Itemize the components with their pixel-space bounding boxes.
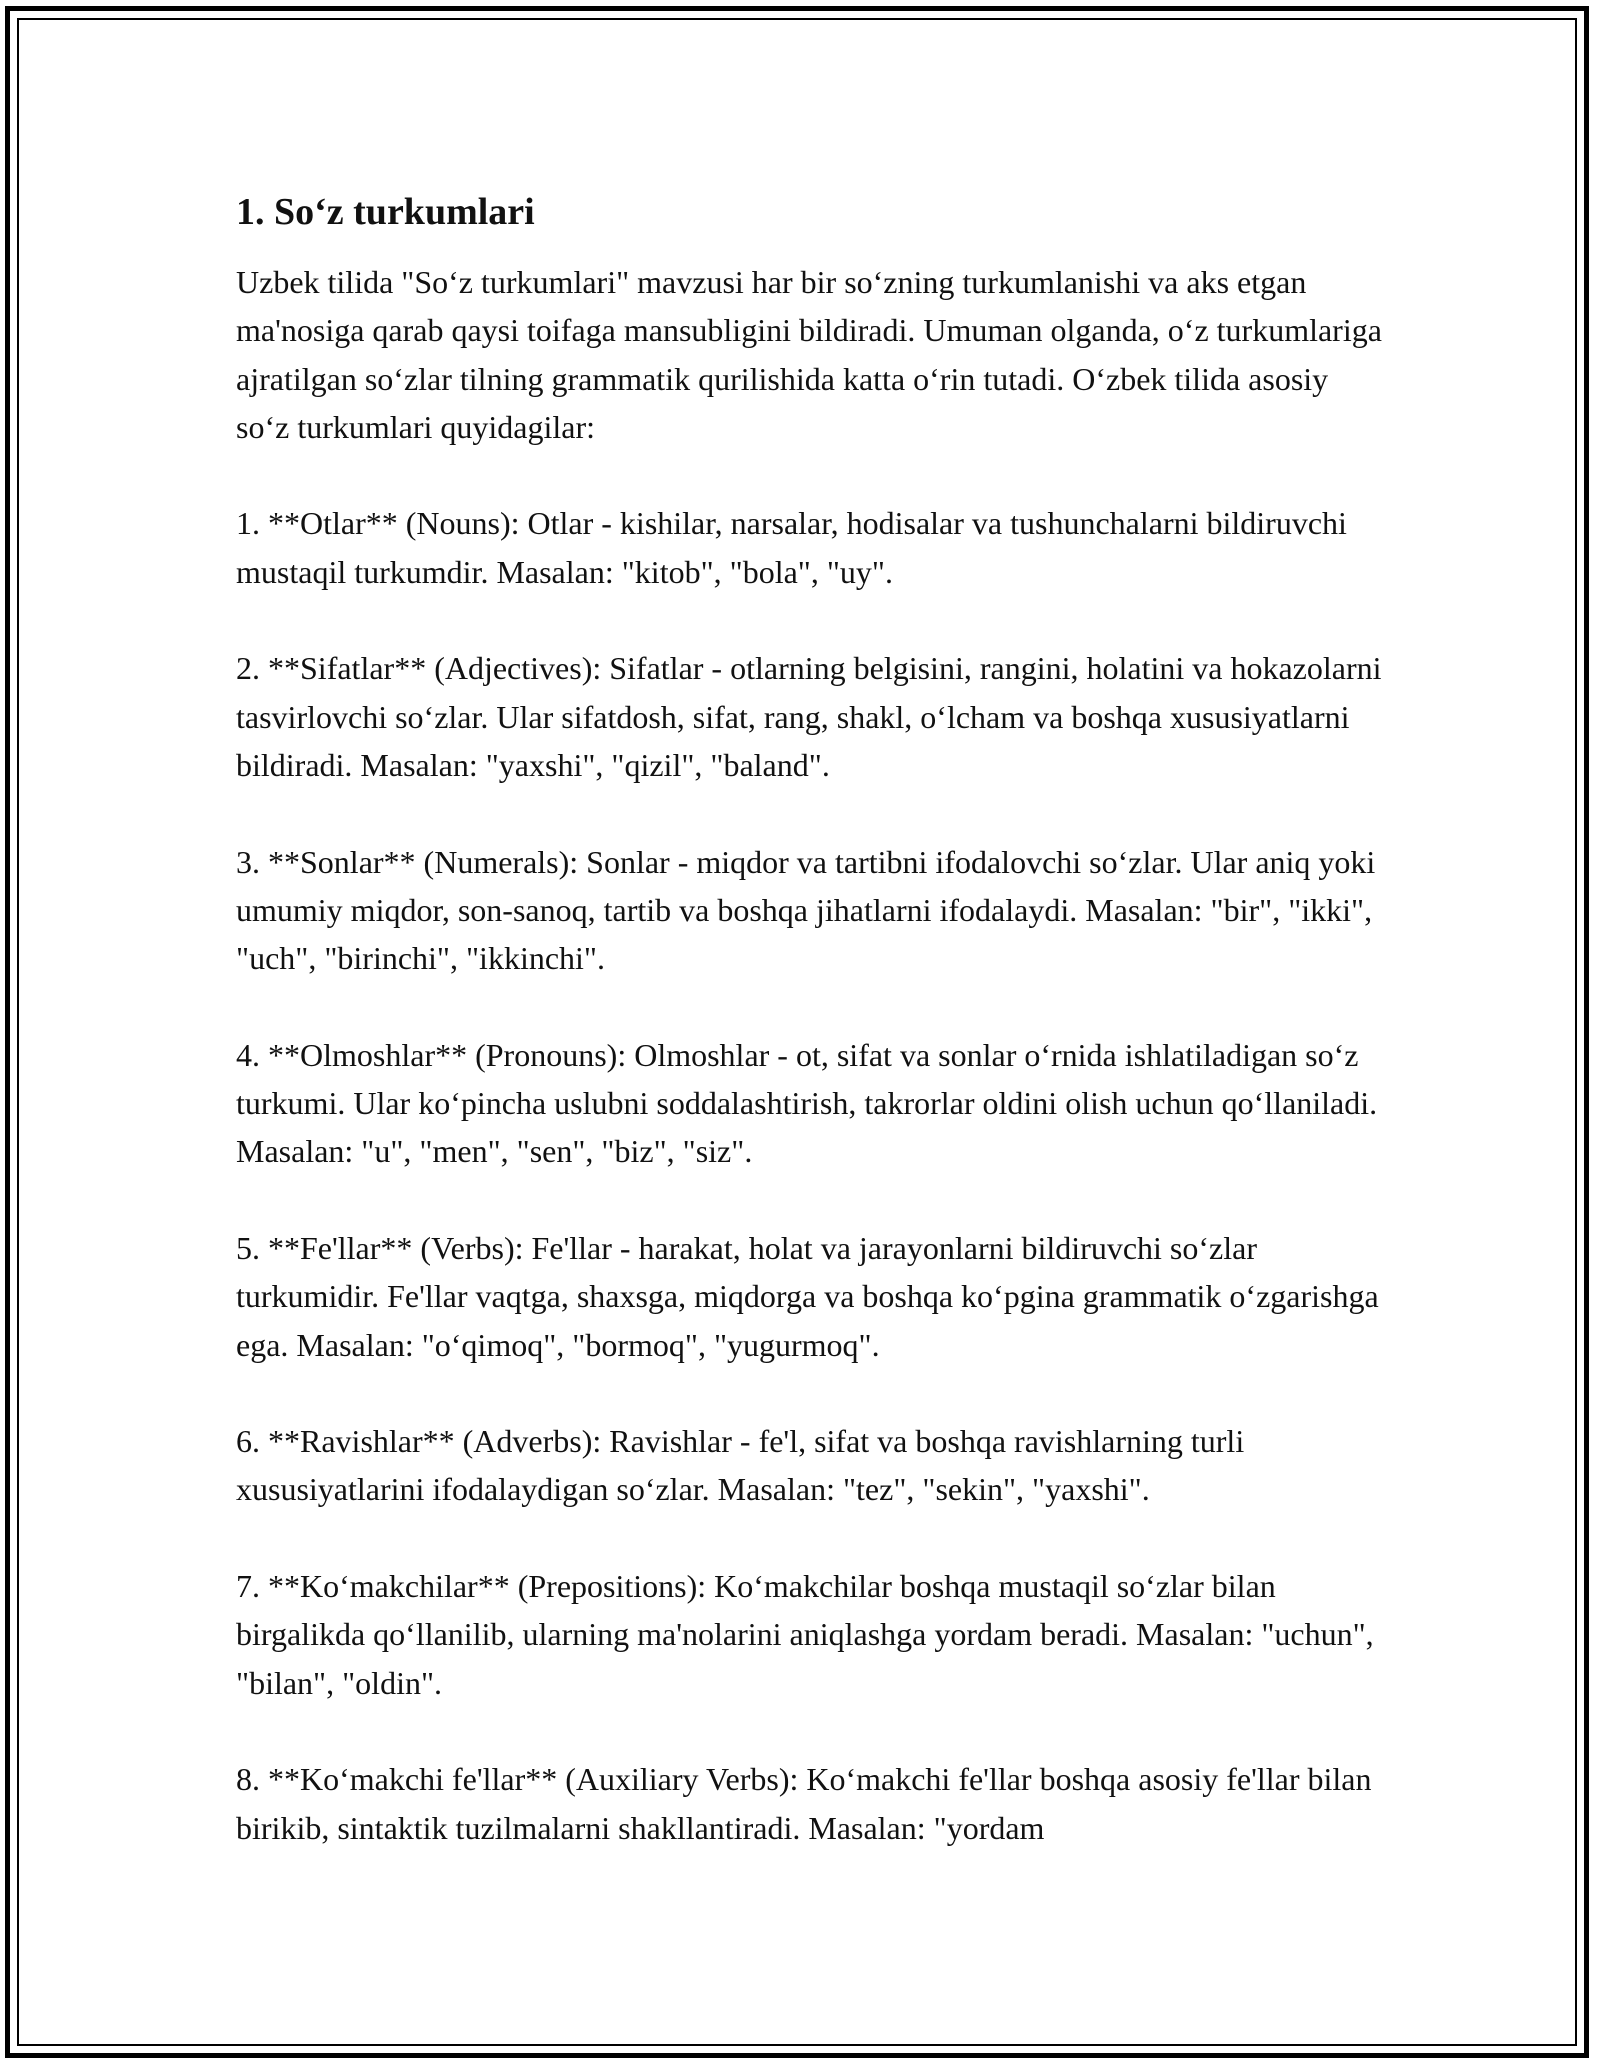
list-item-prepositions: 7. **Ko‘makchilar** (Prepositions): Ko‘makchilar boshqa mustaqil so‘zlar bilan birgalikda qo‘llanilib, ularning ma'nolarini aniqlashga yordam beradi. Masalan: "uchun", "bilan", "oldin".	[236, 1568, 1374, 1701]
list-item-adverbs: 6. **Ravishlar** (Adverbs): Ravishlar - fe'l, sifat va boshqa ravishlarning turli xususiyatlarini ifodalaydigan so‘zlar. Masalan: "tez", "sekin", "yaxshi".	[236, 1423, 1245, 1508]
document-body	[236, 188, 1386, 1900]
intro-paragraph: Uzbek tilida "So‘z turkumlari" mavzusi har bir so‘zning turkumlanishi va aks etgan ma'nosiga qarab qaysi toifaga mansubligini bildiradi. Umuman olganda, o‘z turkumlariga ajratilgan so‘zlar tilning grammatik qurilishida katta o‘rin tutadi. O‘zbek tilida asosiy so‘z turkumlari quyidagilar:	[236, 264, 1382, 445]
list-item-nouns: 1. **Otlar** (Nouns): Otlar - kishilar, narsalar, hodisalar va tushunchalarni bildiruvchi mustaqil turkumdir. Masalan: "kitob", "bola", "uy".	[236, 505, 1347, 590]
list-item-auxiliary-verbs: 8. **Ko‘makchi fe'llar** (Auxiliary Verbs): Ko‘makchi fe'llar boshqa asosiy fe'llar bilan birikib, sintaktik tuzilmalarni shakllantiradi. Masalan: "yordam	[236, 1761, 1372, 1846]
list-item-verbs: 5. **Fe'llar** (Verbs): Fe'llar - harakat, holat va jarayonlarni bildiruvchi so‘zlar turkumidir. Fe'llar vaqtga, shaxsga, miqdorga va boshqa ko‘pgina grammatik o‘zgarishga ega. Masalan: "o‘qimoq", "bormoq", "yugurmoq".	[236, 1229, 1379, 1363]
section-heading: 1. So‘z turkumlari	[236, 191, 535, 233]
list-item-adjectives: 2. **Sifatlar** (Adjectives): Sifatlar - otlarning belgisini, rangini, holatini va hokazolarni tasvirlovchi so‘zlar. Ular sifatdosh, sifat, rang, shakl, o‘lcham va boshqa xususiyatlarni bildiradi. Masalan: "yaxshi", "qizil", "baland".	[236, 650, 1382, 783]
list-item-numerals: 3. **Sonlar** (Numerals): Sonlar - miqdor va tartibni ifodalovchi so‘zlar. Ular aniq yoki umumiy miqdor, son-sanoq, tartib va boshqa jihatlarni ifodalaydi. Masalan: "bir", "ikki", "uch", "birinchi", "ikkinchi".	[236, 843, 1376, 977]
list-item-pronouns: 4. **Olmoshlar** (Pronouns): Olmoshlar - ot, sifat va sonlar o‘rnida ishlatiladigan so‘z turkumi. Ular ko‘pincha uslubni soddalashtirish, takrorlar oldini olish uchun qo‘llaniladi. Masalan: "u", "men", "sen", "biz", "siz".	[236, 1036, 1378, 1170]
